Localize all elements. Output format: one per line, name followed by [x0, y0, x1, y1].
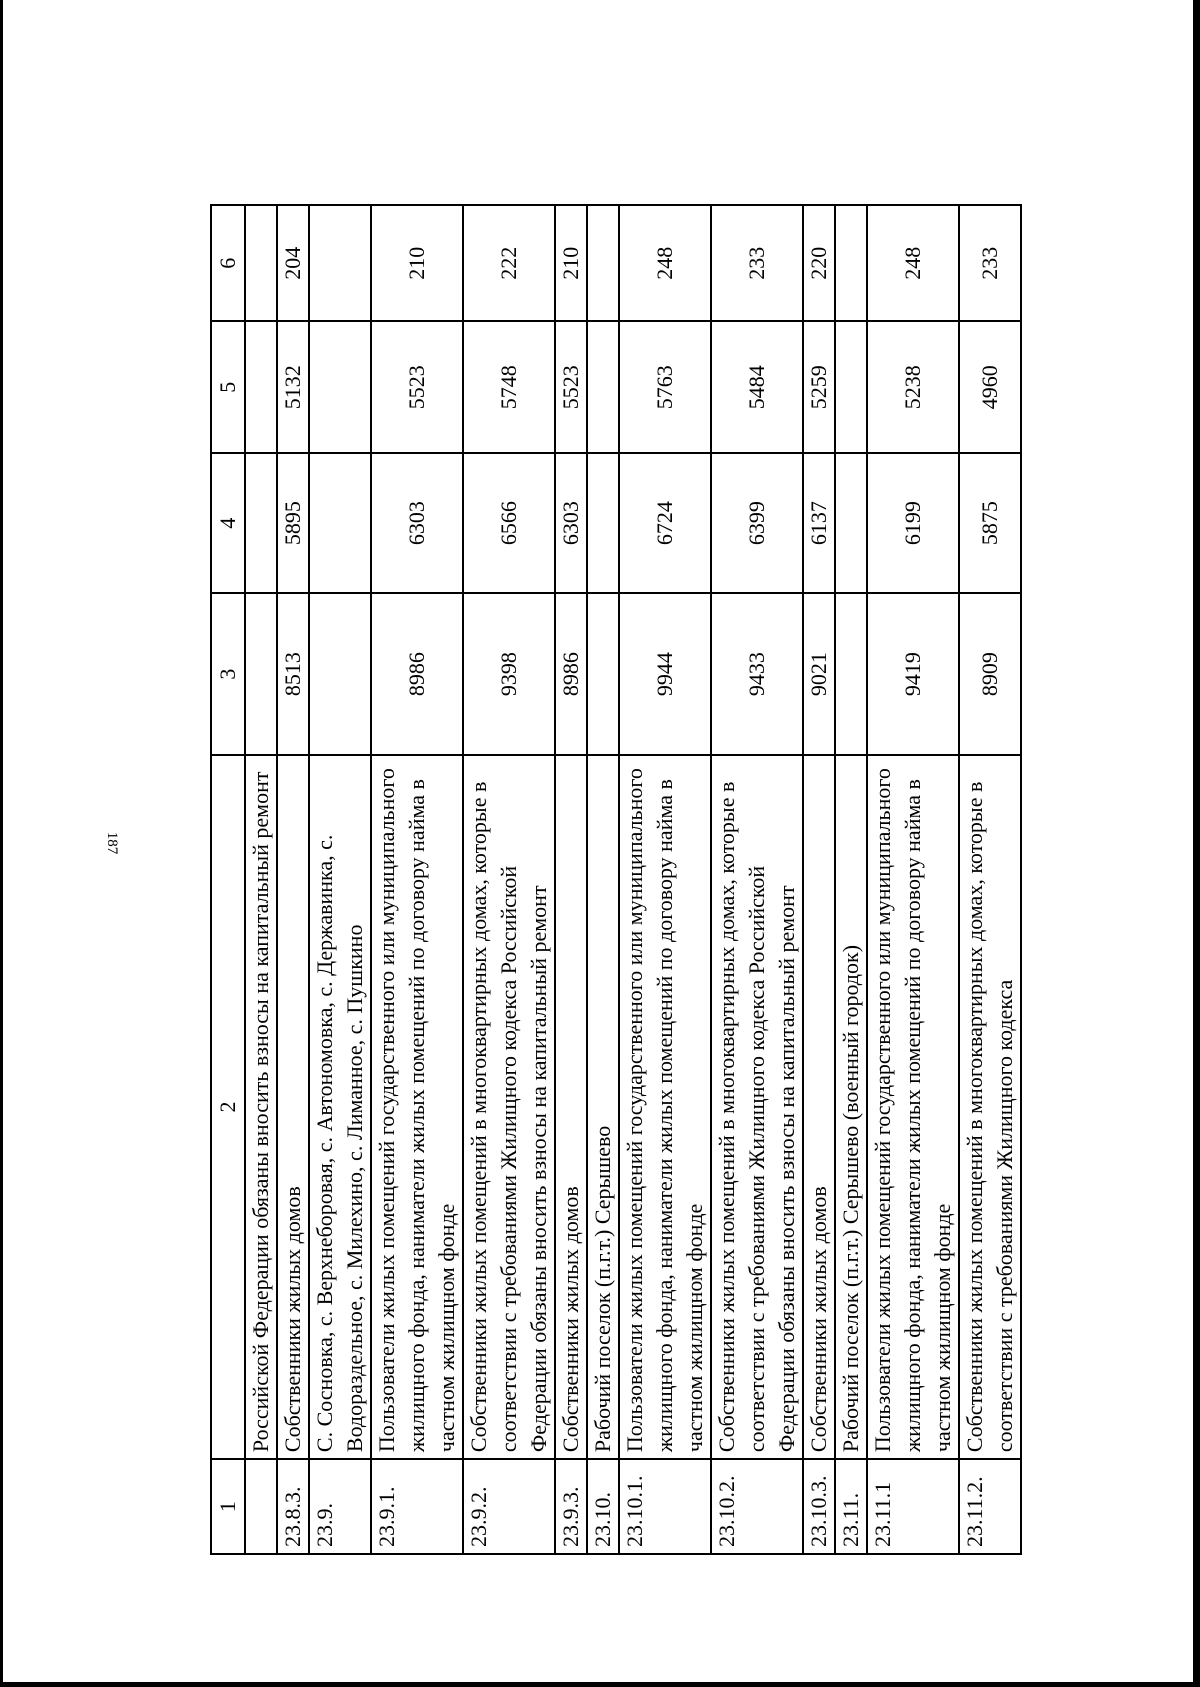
row-description-cell: Собственники жилых домов: [555, 755, 587, 1459]
row-description-cell: Собственники жилых помещений в многоквартирных домах, которые в соответствии с требованиями Жилищного кодекса Российской Федерации обязаны вносить взносы на капитальный ремонт: [463, 755, 555, 1459]
row-code-cell: 23.10.1.: [619, 1459, 711, 1554]
table-row: [245, 205, 277, 1554]
row-value-col3: 9433: [711, 593, 803, 755]
row-code-cell: 23.11.1: [867, 1459, 959, 1554]
row-description-cell: С. Сосновка, с. Верхнеборовая, с. Автономовка, с. Державинка, с. Водораздельное, с. Милехино, с. Лиманное, с. Пушкино: [309, 755, 371, 1459]
row-value-col5: 5484: [711, 322, 803, 454]
header-cell: 3: [211, 593, 245, 755]
row-value-col5: [835, 322, 867, 454]
row-value-col4: 6303: [555, 453, 587, 593]
row-description-cell: Пользователи жилых помещений государственного или муниципального жилищного фонда, наниматели жилых помещений по договору найма в частном жилищном фонде: [371, 755, 463, 1459]
row-value-col4: 6303: [371, 453, 463, 593]
row-description-cell: Собственники жилых помещений в многоквартирных домах, которые в соответствии с требованиями Жилищного кодекса Российской Федерации обязаны вносить взносы на капитальный ремонт: [711, 755, 803, 1459]
table-row: [277, 205, 309, 1554]
row-code-cell: 23.9.: [309, 1459, 371, 1554]
row-value-col6: 248: [619, 205, 711, 322]
row-value-col3: 8513: [277, 593, 309, 755]
table-row: [867, 205, 959, 1554]
row-code-cell: 23.10.2.: [711, 1459, 803, 1554]
table-row: [463, 205, 555, 1554]
row-value-col4: 5875: [959, 453, 1021, 593]
row-description-cell: Собственники жилых помещений в многоквартирных домах, которые в соответствии с требованиями Жилищного кодекса: [959, 755, 1021, 1459]
header-cell: 4: [211, 453, 245, 593]
rotated-table-area: [210, 204, 1200, 1547]
row-code-cell: 23.9.2.: [463, 1459, 555, 1554]
row-value-col6: 248: [867, 205, 959, 322]
row-code-cell: 23.9.3.: [555, 1459, 587, 1554]
table-body: [245, 205, 1021, 1554]
table-row: [309, 205, 371, 1554]
row-value-col3: 9398: [463, 593, 555, 755]
row-value-col3: 9944: [619, 593, 711, 755]
row-value-col6: 233: [711, 205, 803, 322]
row-value-col3: 8986: [555, 593, 587, 755]
table-wrapper: [210, 204, 1129, 1555]
page-number: 187: [104, 831, 120, 855]
row-value-col6: 210: [555, 205, 587, 322]
row-value-col3: [245, 593, 277, 755]
table-row: [371, 205, 463, 1554]
row-code-cell: 23.11.2.: [959, 1459, 1021, 1554]
row-value-col6: [587, 205, 619, 322]
row-value-col4: [245, 453, 277, 593]
tariff-table: [210, 204, 1022, 1555]
row-value-col5: [245, 322, 277, 454]
row-value-col6: 210: [371, 205, 463, 322]
header-cell: 2: [211, 755, 245, 1459]
table-row: [959, 205, 1021, 1554]
row-description-cell: Рабочий поселок (п.г.т.) Серышево (военный городок): [835, 755, 867, 1459]
table-row: [711, 205, 803, 1554]
row-code-cell: 23.11.: [835, 1459, 867, 1554]
row-value-col6: [245, 205, 277, 322]
row-value-col4: [587, 453, 619, 593]
header-cell: 1: [211, 1459, 245, 1554]
row-value-col3: [309, 593, 371, 755]
row-description-cell: Пользователи жилых помещений государственного или муниципального жилищного фонда, наниматели жилых помещений по договору найма в частном жилищном фонде: [867, 755, 959, 1459]
row-value-col5: 5259: [803, 322, 835, 454]
row-code-cell: [245, 1459, 277, 1554]
row-value-col5: 5763: [619, 322, 711, 454]
row-value-col6: [309, 205, 371, 322]
row-value-col3: 8909: [959, 593, 1021, 755]
table-row: [835, 205, 867, 1554]
row-code-cell: 23.10.3.: [803, 1459, 835, 1554]
row-value-col4: [309, 453, 371, 593]
row-code-cell: 23.9.1.: [371, 1459, 463, 1554]
row-value-col3: 8986: [371, 593, 463, 755]
row-value-col3: 9021: [803, 593, 835, 755]
row-value-col5: [309, 322, 371, 454]
row-value-col4: 6137: [803, 453, 835, 593]
table-row: [587, 205, 619, 1554]
scan-edge-bottom: [0, 1682, 1200, 1687]
row-value-col4: 6399: [711, 453, 803, 593]
row-value-col6: 233: [959, 205, 1021, 322]
row-value-col5: [587, 322, 619, 454]
header-cell: 5: [211, 322, 245, 454]
row-value-col5: 5748: [463, 322, 555, 454]
row-description-cell: Российской Федерации обязаны вносить взносы на капитальный ремонт: [245, 755, 277, 1459]
row-value-col4: 6566: [463, 453, 555, 593]
row-value-col4: 6724: [619, 453, 711, 593]
table-row: [803, 205, 835, 1554]
row-code-cell: 23.10.: [587, 1459, 619, 1554]
row-value-col4: 6199: [867, 453, 959, 593]
row-code-cell: 23.8.3.: [277, 1459, 309, 1554]
row-value-col3: 9419: [867, 593, 959, 755]
row-value-col4: [835, 453, 867, 593]
row-value-col6: 220: [803, 205, 835, 322]
row-value-col3: [835, 593, 867, 755]
row-description-cell: Собственники жилых домов: [277, 755, 309, 1459]
row-value-col6: 222: [463, 205, 555, 322]
table-row: [555, 205, 587, 1554]
row-description-cell: Собственники жилых домов: [803, 755, 835, 1459]
scan-edge-left: [0, 0, 3, 1687]
row-description-cell: Пользователи жилых помещений государственного или муниципального жилищного фонда, наниматели жилых помещений по договору найма в частном жилищном фонде: [619, 755, 711, 1459]
row-description-cell: Рабочий поселок (п.г.т.) Серышево: [587, 755, 619, 1459]
row-value-col3: [587, 593, 619, 755]
row-value-col5: 5132: [277, 322, 309, 454]
row-value-col6: 204: [277, 205, 309, 322]
row-value-col5: 5523: [371, 322, 463, 454]
header-row: [211, 205, 245, 1554]
row-value-col5: 5523: [555, 322, 587, 454]
table-row: [619, 205, 711, 1554]
row-value-col4: 5895: [277, 453, 309, 593]
row-value-col5: 5238: [867, 322, 959, 454]
row-value-col5: 4960: [959, 322, 1021, 454]
row-value-col6: [835, 205, 867, 322]
header-cell: 6: [211, 205, 245, 322]
